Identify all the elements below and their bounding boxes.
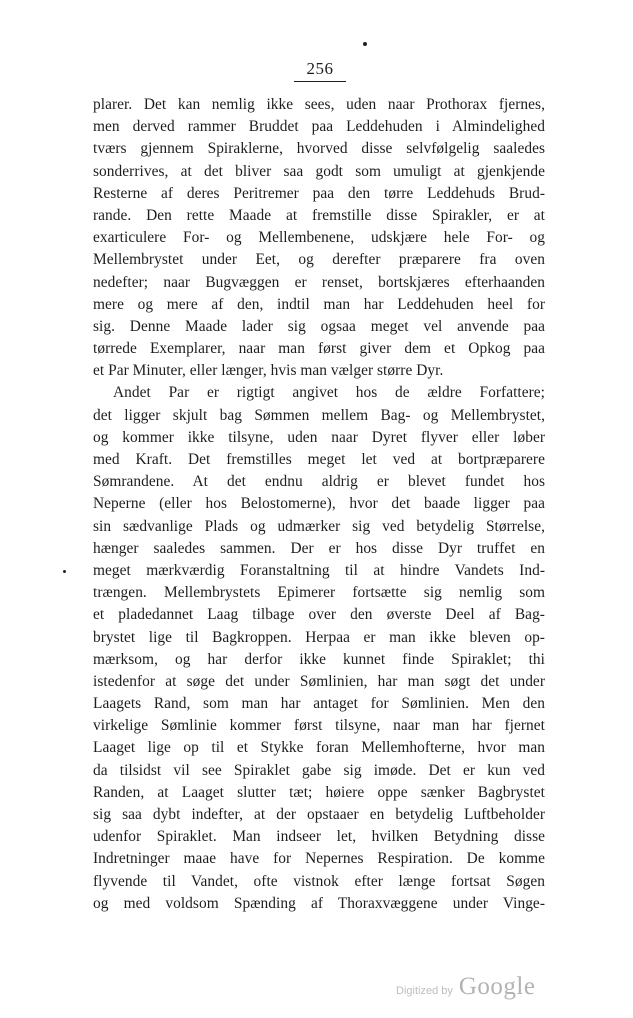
- text-line: et Par Minuter, eller længer, hvis man vælger større Dyr.: [93, 362, 444, 380]
- text-line: brystet lige til Bagkroppen. Herpaa er man ikke bleven op-: [93, 628, 545, 646]
- text-line: sig. Denne Maade lader sig ogsaa meget vel anvende paa: [93, 317, 545, 335]
- text-line: Laaget lige op til et Stykke foran Mellemhofterne, hvor man: [93, 739, 545, 757]
- text-line: plarer. Det kan nemlig ikke sees, uden naar Prothorax fjernes,: [93, 96, 545, 113]
- google-logo-text: Google: [458, 973, 536, 1000]
- digitization-watermark: [396, 973, 535, 1001]
- text-line: udenfor Spiraklet. Man indseer let, hvilken Betydning disse: [93, 828, 545, 846]
- text-line: men derved rammer Bruddet paa Leddehuden i Almindelighed: [93, 118, 545, 136]
- text-line: Randen, at Laaget slutter tæt; høiere oppe sænker Bagbrystet: [93, 783, 545, 801]
- text-line: Resterne af deres Peritremer paa den tørre Leddehuds Brud-: [93, 184, 545, 202]
- text-line: hænger saaledes sammen. Der er hos disse Dyr truffet en: [93, 539, 545, 557]
- text-line: sig saa dybt indefter, at der opstaaer en betydelig Luftbeholder: [93, 806, 545, 823]
- text-line: sin sædvanlige Plads og udmærker sig ved betydelig Størrelse,: [93, 517, 545, 535]
- text-line: mærksom, og har derfor ikke kunnet finde Spiraklet; thi: [93, 650, 545, 668]
- text-line: sonderrives, at det bliver saa godt som umuligt at gjenkjende: [93, 162, 545, 180]
- text-line: Neperne (eller hos Belostomerne), hvor det baade ligger paa: [93, 495, 545, 513]
- text-line: et pladedannet Laag tilbage over den øverste Deel af Bag-: [93, 606, 545, 624]
- text-line: tørrede Exemplarer, naar man først giver dem et Opkog paa: [93, 340, 545, 358]
- page-number: 256: [294, 58, 346, 82]
- text-line: Andet Par er rigtigt angivet hos de ældre Forfattere;: [113, 384, 545, 402]
- text-line: Indretninger maae have for Nepernes Respiration. De komme: [93, 850, 545, 868]
- text-line: Laagets Rand, som man har antaget for Sømlinien. Men den: [93, 695, 545, 713]
- text-line: exarticulere For- og Mellembenene, udskjære hele For- og: [93, 229, 545, 247]
- text-line: da tilsidst vil see Spiraklet gabe sig imøde. Det er kun ved: [93, 761, 545, 779]
- text-line: tværs gjennem Spiraklerne, hvorved disse selvfølgelig saaledes: [93, 140, 545, 158]
- text-line: og med voldsom Spænding af Thoraxvæggene under Vinge-: [93, 894, 545, 912]
- text-line: Sømrandene. At det endnu aldrig er blevet fundet hos: [93, 473, 545, 491]
- text-line: mere og mere af den, indtil man har Leddehuden heel for: [93, 295, 545, 313]
- text-line: istedenfor at søge det under Sømlinien, har man søgt det under: [93, 672, 545, 690]
- text-line: og kommer ikke tilsyne, uden naar Dyret flyver eller løber: [93, 428, 545, 446]
- text-line: nedefter; naar Bugvæggen er renset, bortskjæres efterhaanden: [93, 273, 545, 291]
- text-line: virkelige Sømlinie kommer først tilsyne, naar man har fjernet: [93, 717, 545, 735]
- margin-dot: [63, 570, 66, 573]
- text-line: med Kraft. Det fremstilles meget let ved at bortpræparere: [93, 451, 545, 468]
- text-line: trængen. Mellembrystets Epimerer fortsætte sig nemlig som: [93, 584, 545, 602]
- text-line: flyvende til Vandet, ofte vistnok efter længe fortsat Søgen: [93, 872, 545, 890]
- text-line: Mellembrystet under Eet, og derefter præparere fra oven: [93, 251, 545, 269]
- ink-dot: [363, 42, 367, 46]
- text-line: rande. Den rette Maade at fremstille disse Spirakler, er at: [93, 206, 545, 224]
- text-line: det ligger skjult bag Sømmen mellem Bag- og Mellembrystet,: [93, 406, 545, 424]
- text-line: meget mærkværdig Foranstaltning til at hindre Vandets Ind-: [93, 561, 545, 579]
- body-text: [93, 94, 545, 915]
- digitized-by-label: Digitized by: [396, 985, 453, 997]
